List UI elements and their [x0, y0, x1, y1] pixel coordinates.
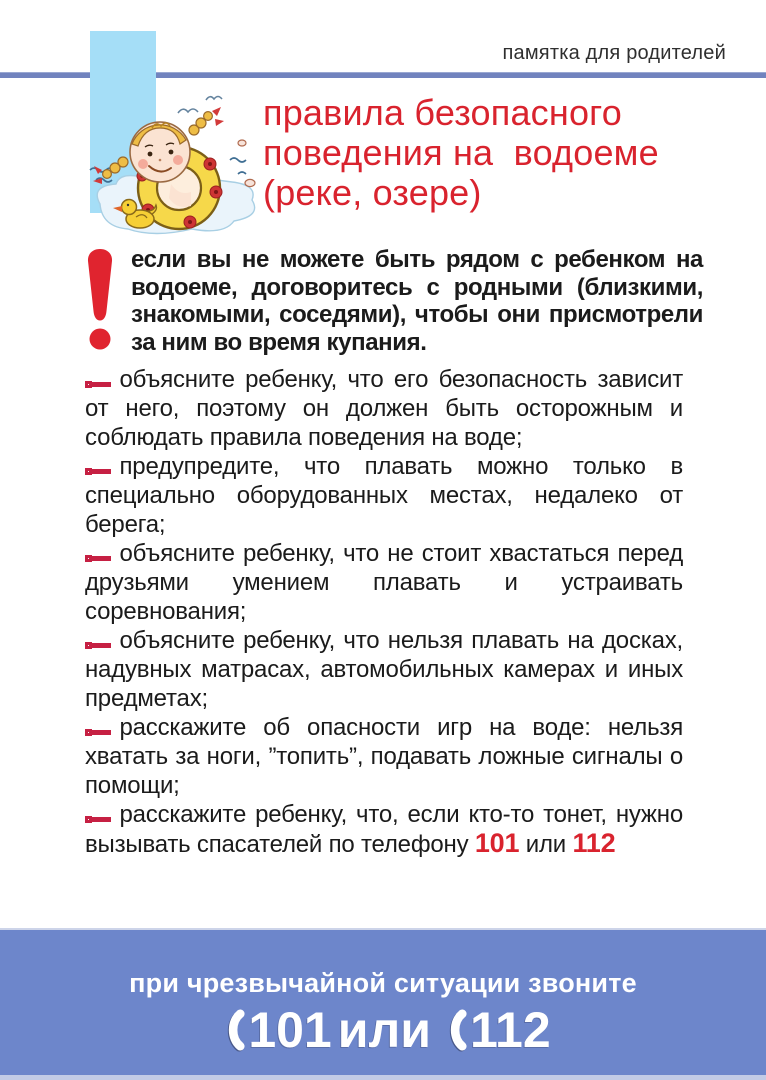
phone-handset-icon — [447, 1009, 468, 1051]
footer-bottom-strip — [0, 1075, 766, 1080]
page-title — [263, 93, 743, 213]
rule-item — [85, 713, 683, 800]
square-dash-bullet-icon — [85, 729, 111, 736]
square-dash-bullet-icon — [85, 468, 111, 475]
emergency-number-112: 112 — [572, 828, 616, 858]
pigtail-icon — [189, 107, 224, 135]
rule-item — [85, 365, 683, 452]
square-dash-bullet-icon — [85, 642, 111, 649]
title-line: правила безопасного — [263, 92, 622, 133]
rule-item — [85, 800, 683, 859]
rule-text: объясните ребенку, что не стоит хвастаться перед друзьями умением плавать и устраивать соревнования; — [85, 540, 683, 625]
footer-number-101: 101 — [248, 1002, 332, 1058]
rule-text: расскажите ребенку, что, если кто-то тонет, нужно вызывать спасателей по телефону — [85, 801, 683, 858]
rule-text: предупредите, что плавать можно только в специально оборудованных местах, недалеко от берега; — [85, 453, 683, 538]
rule-item — [85, 626, 683, 713]
splash-icon — [238, 140, 255, 187]
rule-text: объясните ребенку, что нельзя плавать на досках, надувных матрасах, автомобильных камерах и иных предметах; — [85, 627, 683, 712]
girl-in-swim-ring-illustration — [82, 88, 277, 240]
title-line: (реке, озере) — [263, 172, 482, 213]
phone-handset-icon — [225, 1009, 246, 1051]
rules-list — [85, 365, 683, 859]
warning-block — [85, 246, 703, 356]
rule-text: расскажите об опасности игр на воде: нельзя хватать за ноги, ”топить”, подавать ложные сигналы о помощи; — [85, 714, 683, 799]
rule-text-connector: или — [525, 831, 566, 858]
square-dash-bullet-icon — [85, 555, 111, 562]
rule-text: объясните ребенку, что его безопасность зависит от него, поэтому он должен быть осторожным и соблюдать правила поведения на воде; — [85, 366, 683, 451]
rule-item — [85, 452, 683, 539]
square-dash-bullet-icon — [85, 381, 111, 388]
emergency-numbers-row — [0, 1001, 766, 1059]
warning-text: если вы не можете быть рядом с ребенком на водоеме, договоритесь с родными (близкими, знакомыми, соседями), чтобы они присмотрели за ним во время купания. — [131, 246, 703, 356]
title-line: поведения на водоеме — [263, 132, 659, 173]
footer-connector: или — [337, 1002, 431, 1058]
footer-number-112: 112 — [470, 1002, 551, 1058]
emergency-number-101: 101 — [474, 828, 520, 858]
square-dash-bullet-icon — [85, 816, 111, 823]
rule-item — [85, 539, 683, 626]
exclamation-mark-icon — [85, 249, 115, 351]
emergency-call-text: при чрезвычайной ситуации звоните — [129, 968, 637, 998]
emergency-call-banner — [0, 928, 766, 1075]
memo-for-parents-label: памятка для родителей — [502, 42, 726, 64]
